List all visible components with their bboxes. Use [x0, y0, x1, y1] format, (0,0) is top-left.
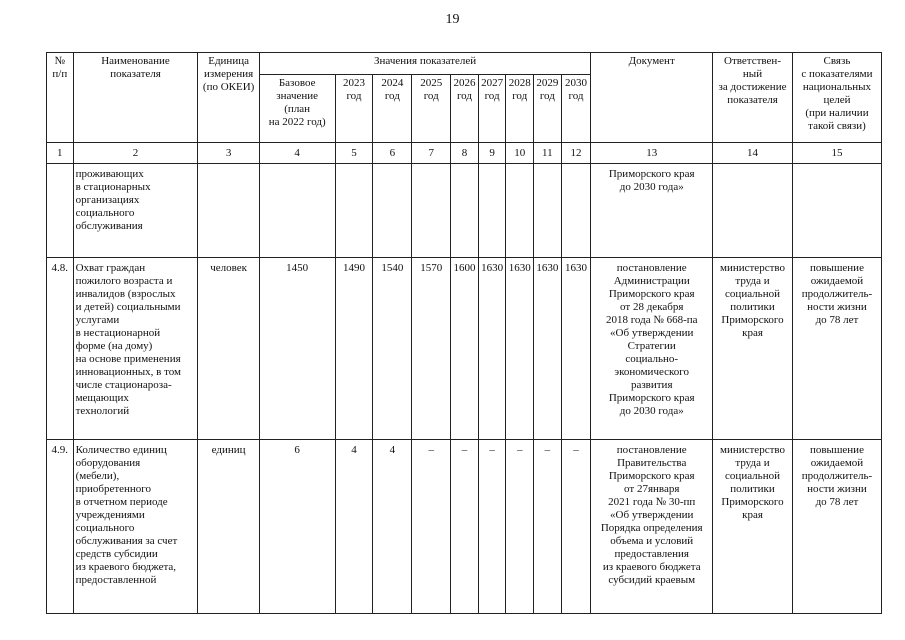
header-responsible: Ответствен- ный за достижение показателя — [713, 53, 793, 143]
row-no: 4.9. — [47, 440, 74, 614]
row-value: – — [506, 440, 534, 614]
header-name: Наименование показателя — [73, 53, 198, 143]
row-value — [478, 164, 506, 258]
column-numbers-row — [47, 143, 882, 164]
row-document: постановление Администрации Приморского края от 28 декабря 2018 года № 668-па «Об утверждении Стратегии социально- экономического развития Приморского края до 2030 года» — [591, 258, 713, 440]
row-value — [451, 164, 479, 258]
row-value — [335, 164, 373, 258]
row-value: – — [451, 440, 479, 614]
row-value — [373, 164, 412, 258]
row-value — [534, 164, 562, 258]
header-base: Базовое значение (план на 2022 год) — [259, 75, 335, 143]
row-link — [792, 164, 881, 258]
column-number: 9 — [478, 143, 506, 164]
row-value: 1630 — [478, 258, 506, 440]
page-number: 19 — [445, 12, 460, 27]
row-link: повышение ожидаемой продолжитель- ности жизни до 78 лет — [792, 440, 881, 614]
header-year: 2029 год — [534, 75, 562, 143]
table-row — [47, 258, 882, 440]
header-year: 2025 год — [412, 75, 451, 143]
column-number: 8 — [451, 143, 479, 164]
row-base: 6 — [259, 440, 335, 614]
column-number: 11 — [534, 143, 562, 164]
row-value: 1540 — [373, 258, 412, 440]
row-no — [47, 164, 74, 258]
column-number: 12 — [561, 143, 591, 164]
header-no: № п/п — [47, 53, 74, 143]
row-responsible: министерство труда и социальной политики Приморского края — [713, 440, 793, 614]
header-row-1 — [47, 53, 882, 75]
row-value: 1630 — [561, 258, 591, 440]
row-value: 1630 — [534, 258, 562, 440]
row-unit — [198, 164, 259, 258]
row-value: 4 — [373, 440, 412, 614]
row-value: – — [478, 440, 506, 614]
row-no: 4.8. — [47, 258, 74, 440]
column-number: 2 — [73, 143, 198, 164]
header-values-group: Значения показателей — [259, 53, 591, 75]
row-name: Охват граждан пожилого возраста и инвалидов (взрослых и детей) социальными услугами в нестационарной форме (на дому) на основе применения инновационных, в том числе стационароза- мещающих технологий — [73, 258, 198, 440]
row-unit: единиц — [198, 440, 259, 614]
column-number: 13 — [591, 143, 713, 164]
row-link: повышение ожидаемой продолжитель- ности жизни до 78 лет — [792, 258, 881, 440]
row-base: 1450 — [259, 258, 335, 440]
row-value: – — [561, 440, 591, 614]
row-value — [412, 164, 451, 258]
row-responsible: министерство труда и социальной политики Приморского края — [713, 258, 793, 440]
header-year: 2030 год — [561, 75, 591, 143]
table-row — [47, 440, 882, 614]
row-value — [561, 164, 591, 258]
indicators-table — [46, 52, 882, 614]
row-base — [259, 164, 335, 258]
header-year: 2027 год — [478, 75, 506, 143]
header-link: Связь с показателями национальных целей (при наличии такой связи) — [792, 53, 881, 143]
row-unit: человек — [198, 258, 259, 440]
row-value: – — [534, 440, 562, 614]
column-number: 15 — [792, 143, 881, 164]
row-document: Приморского края до 2030 года» — [591, 164, 713, 258]
row-value: 1630 — [506, 258, 534, 440]
header-year: 2024 год — [373, 75, 412, 143]
column-number: 3 — [198, 143, 259, 164]
column-number: 5 — [335, 143, 373, 164]
column-number: 4 — [259, 143, 335, 164]
header-year: 2028 год — [506, 75, 534, 143]
row-value — [506, 164, 534, 258]
row-value: – — [412, 440, 451, 614]
column-number: 14 — [713, 143, 793, 164]
row-name: проживающих в стационарных организациях социального обслуживания — [73, 164, 198, 258]
column-number: 10 — [506, 143, 534, 164]
row-document: постановление Правительства Приморского края от 27января 2021 года № 30-пп «Об утверждении Порядка определения объема и условий предоставления из краевого бюджета субсидий краевым — [591, 440, 713, 614]
header-unit: Единица измерения (по ОКЕИ) — [198, 53, 259, 143]
row-value: 1570 — [412, 258, 451, 440]
header-year: 2026 год — [451, 75, 479, 143]
row-name: Количество единиц оборудования (мебели), приобретенного в отчетном периоде учреждениями социального обслуживания за счет средств субсидии из краевого бюджета, предоставленной — [73, 440, 198, 614]
row-value: 4 — [335, 440, 373, 614]
row-responsible — [713, 164, 793, 258]
column-number: 1 — [47, 143, 74, 164]
row-value: 1600 — [451, 258, 479, 440]
header-document: Документ — [591, 53, 713, 143]
row-value: 1490 — [335, 258, 373, 440]
column-number: 6 — [373, 143, 412, 164]
column-number: 7 — [412, 143, 451, 164]
table-row — [47, 164, 882, 258]
header-year: 2023 год — [335, 75, 373, 143]
